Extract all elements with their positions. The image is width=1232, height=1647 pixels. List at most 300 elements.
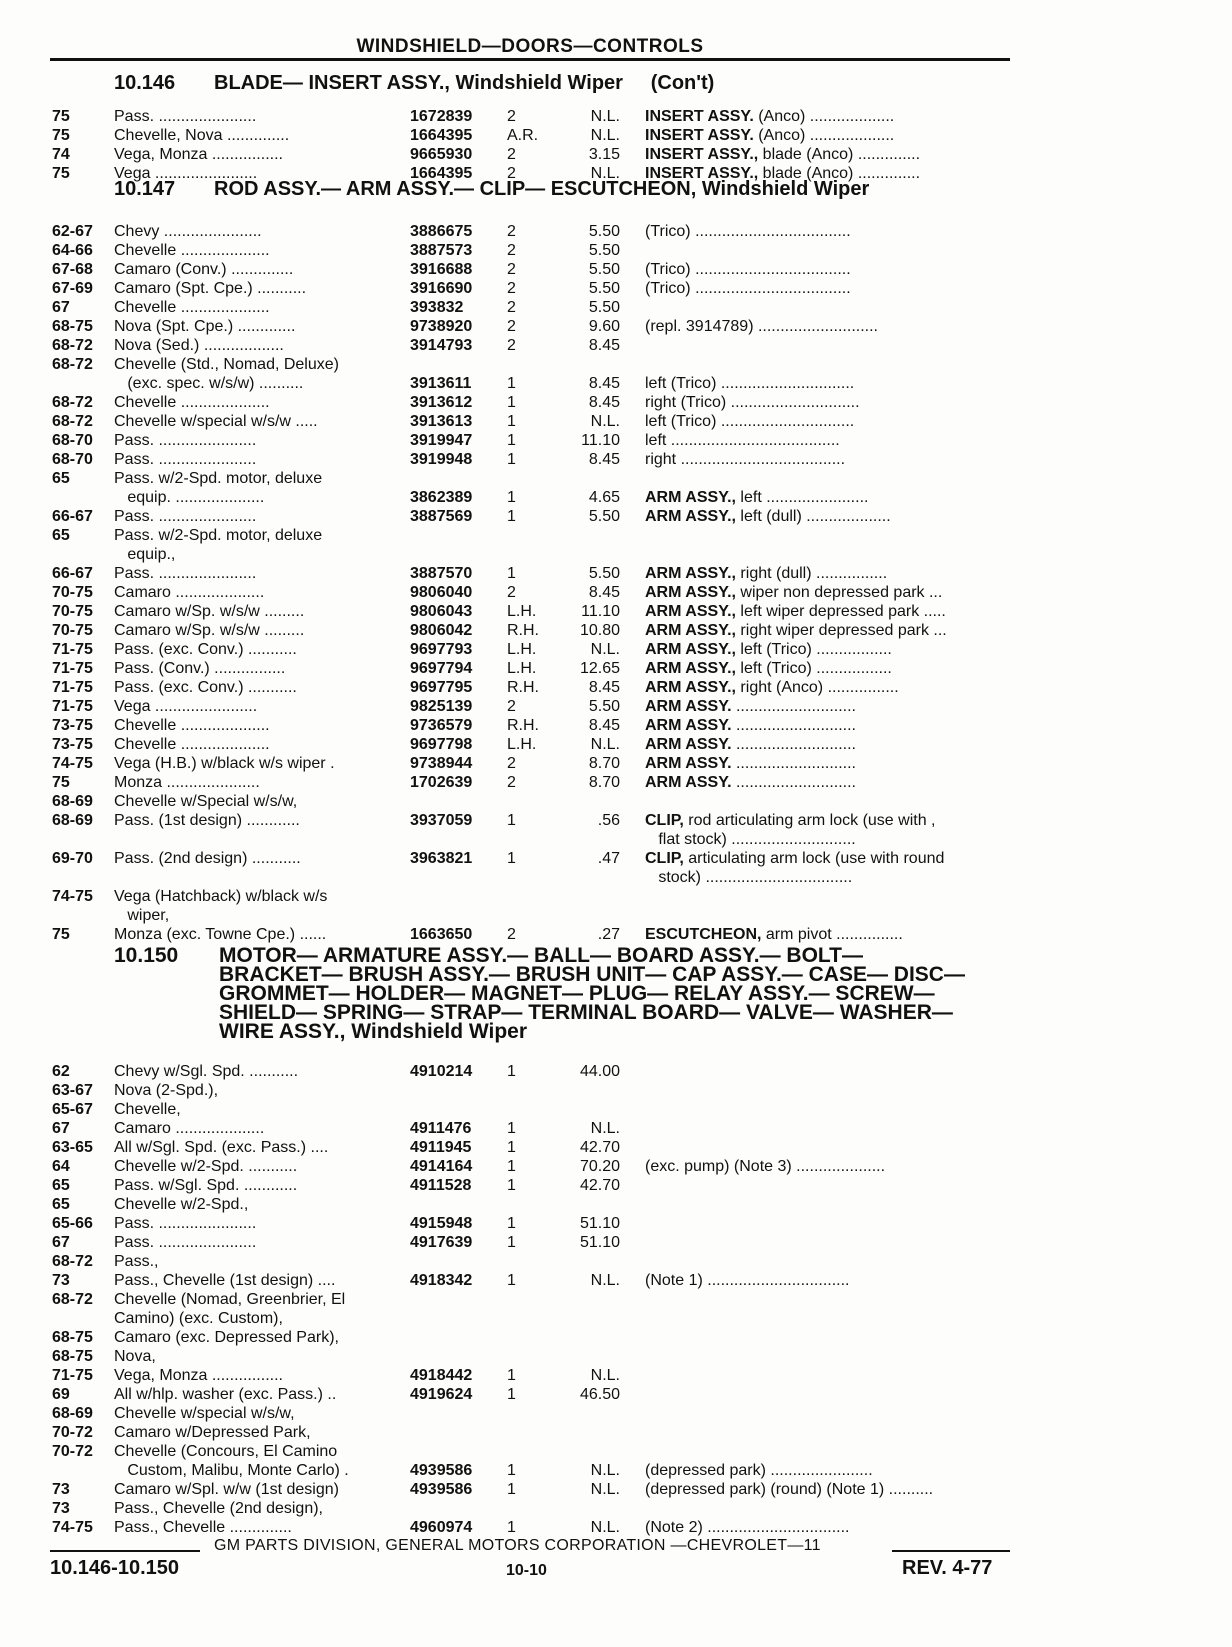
item-description	[645, 1157, 1005, 1176]
quantity: 1	[507, 1177, 516, 1194]
price: 8.45	[588, 451, 620, 468]
year-range: 73-75	[52, 717, 93, 734]
item-detail: (Anco) ...................	[753, 108, 895, 125]
year-range: 65	[52, 527, 70, 544]
page-header: WINDSHIELD—DOORS—CONTROLS	[356, 36, 704, 57]
year-range: 65-67	[52, 1101, 93, 1118]
model-description: Pass. ......................	[114, 432, 257, 449]
model-description: Camaro ....................	[114, 1120, 265, 1137]
price: 10.80	[579, 622, 620, 639]
footer-rule-left	[50, 1550, 200, 1552]
year-range: 74-75	[52, 888, 93, 905]
year-range: 69-70	[52, 850, 93, 867]
quantity: L.H.	[507, 660, 537, 677]
quantity: 2	[507, 755, 516, 772]
item-name: ARM ASSY.,	[645, 660, 736, 677]
price: N.L.	[590, 1272, 620, 1289]
part-number: 9806040	[410, 584, 473, 601]
model-description: Nova,	[114, 1348, 156, 1365]
model-description: Nova (2-Spd.),	[114, 1082, 219, 1099]
list-item	[0, 1366, 1232, 1385]
year-range: 71-75	[52, 660, 93, 677]
price: N.L.	[590, 165, 620, 182]
year-range: 67-68	[52, 261, 93, 278]
list-item	[0, 716, 1232, 735]
item-description	[645, 659, 1005, 678]
model-description: Vega, Monza ................	[114, 146, 283, 163]
list-item	[0, 1157, 1232, 1176]
item-description	[645, 222, 1005, 241]
quantity: 1	[507, 1139, 516, 1156]
item-detail: (depressed park) (round) (Note 1) ..........	[645, 1481, 934, 1498]
item-detail: right wiper depressed park ...	[735, 622, 947, 639]
item-name: ARM ASSY.,	[645, 679, 736, 696]
year-range: 68-70	[52, 432, 93, 449]
price: 8.45	[588, 394, 620, 411]
list-item	[0, 659, 1232, 678]
year-range: 74-75	[52, 1519, 93, 1536]
price: 46.50	[579, 1386, 620, 1403]
quantity: 2	[507, 242, 516, 259]
model-description: Chevy ......................	[114, 223, 262, 240]
item-name: ARM ASSY.	[645, 698, 732, 715]
heading-line: WIRE ASSY., Windshield Wiper	[219, 1020, 528, 1043]
year-range: 66-67	[52, 508, 93, 525]
year-range: 68-72	[52, 1291, 93, 1308]
model-description: Pass. w/2-Spd. motor, deluxe	[114, 527, 323, 544]
item-detail: left (Trico) .................	[735, 641, 892, 658]
list-item	[0, 545, 1232, 564]
year-range: 67	[52, 299, 70, 316]
item-description	[645, 1271, 1005, 1290]
price: 8.45	[588, 584, 620, 601]
footer-page-number: 10-10	[506, 1562, 547, 1579]
model-description: equip. ....................	[114, 489, 265, 506]
quantity: 1	[507, 1367, 516, 1384]
price: 5.50	[588, 280, 620, 297]
item-description	[645, 621, 1005, 640]
list-item	[0, 792, 1232, 811]
list-item	[0, 1100, 1232, 1119]
year-range: 71-75	[52, 641, 93, 658]
list-item	[0, 621, 1232, 640]
model-description: Pass., Chevelle ..............	[114, 1519, 292, 1536]
price: 4.65	[588, 489, 620, 506]
list-item	[0, 1062, 1232, 1081]
quantity: 2	[507, 108, 516, 125]
quantity: 1	[507, 1215, 516, 1232]
list-item	[0, 583, 1232, 602]
section-number: 10.146	[114, 72, 176, 94]
year-range: 68-75	[52, 1348, 93, 1365]
year-range: 68-72	[52, 1253, 93, 1270]
quantity: 1	[507, 489, 516, 506]
list-item	[0, 906, 1232, 925]
part-number: 1702639	[410, 774, 473, 791]
model-description: Pass. (Conv.) ................	[114, 660, 286, 677]
model-description: All w/Sgl. Spd. (exc. Pass.) ....	[114, 1139, 329, 1156]
list-item	[0, 107, 1232, 126]
item-name: INSERT ASSY.,	[645, 146, 759, 163]
list-item	[0, 754, 1232, 773]
item-detail: left (Trico) ..............................	[645, 413, 855, 430]
price: N.L.	[590, 108, 620, 125]
model-description: Camaro w/Depressed Park,	[114, 1424, 311, 1441]
price: 51.10	[579, 1215, 620, 1232]
model-description: Chevelle w/special w/s/w .....	[114, 413, 318, 430]
quantity: 2	[507, 223, 516, 240]
section-number: 10.147	[114, 178, 176, 200]
quantity: R.H.	[507, 717, 539, 734]
part-number: 1664395	[410, 127, 473, 144]
item-description	[645, 849, 1005, 868]
list-item	[0, 1233, 1232, 1252]
quantity: 2	[507, 261, 516, 278]
price: 8.45	[588, 337, 620, 354]
year-range: 70-72	[52, 1424, 93, 1441]
item-detail: left (Trico) ..............................	[645, 375, 855, 392]
item-description	[645, 317, 1005, 336]
quantity: 1	[507, 394, 516, 411]
price: N.L.	[590, 413, 620, 430]
list-item	[0, 431, 1232, 450]
model-description: Pass. (exc. Conv.) ...........	[114, 679, 297, 696]
list-item	[0, 469, 1232, 488]
model-description: equip.,	[114, 546, 176, 563]
item-name: ARM ASSY.,	[645, 489, 736, 506]
part-number: 3913612	[410, 394, 473, 411]
footer-rule-right	[892, 1550, 1010, 1552]
price: 5.50	[588, 242, 620, 259]
price: 5.50	[588, 698, 620, 715]
item-name: ARM ASSY.	[645, 717, 732, 734]
item-detail: blade (Anco) ..............	[758, 165, 921, 182]
list-item	[0, 1214, 1232, 1233]
item-detail: right .....................................	[645, 451, 846, 468]
quantity: R.H.	[507, 622, 539, 639]
part-number: 3916688	[410, 261, 473, 278]
price: N.L.	[590, 1367, 620, 1384]
price: 42.70	[579, 1177, 620, 1194]
year-range: 68-72	[52, 356, 93, 373]
price: 8.70	[588, 755, 620, 772]
part-number: 1663650	[410, 926, 473, 943]
item-description	[645, 431, 1005, 450]
year-range: 69	[52, 1386, 70, 1403]
list-item	[0, 126, 1232, 145]
quantity: 1	[507, 1272, 516, 1289]
year-range: 68-72	[52, 337, 93, 354]
part-number: 4918342	[410, 1272, 473, 1289]
year-range: 73	[52, 1500, 70, 1517]
list-item	[0, 1138, 1232, 1157]
item-name: ARM ASSY.	[645, 736, 732, 753]
price: N.L.	[590, 127, 620, 144]
price: N.L.	[590, 1462, 620, 1479]
model-description: Nova (Spt. Cpe.) .............	[114, 318, 296, 335]
list-item	[0, 1328, 1232, 1347]
item-detail: ...........................	[731, 736, 856, 753]
part-number: 4915948	[410, 1215, 473, 1232]
item-detail: blade (Anco) ..............	[758, 146, 921, 163]
item-detail: ...........................	[731, 698, 856, 715]
year-range: 67	[52, 1120, 70, 1137]
year-range: 68-75	[52, 1329, 93, 1346]
item-name: CLIP,	[645, 850, 684, 867]
price: 11.10	[581, 603, 620, 620]
heading-line: BRACKET— BRUSH ASSY.— BRUSH UNIT— CAP ASSY.— CASE— DISC—	[219, 963, 965, 986]
price: N.L.	[590, 1481, 620, 1498]
quantity: 1	[507, 565, 516, 582]
quantity: 1	[507, 1158, 516, 1175]
year-range: 65	[52, 1196, 70, 1213]
list-item	[0, 298, 1232, 317]
price: 5.50	[588, 565, 620, 582]
part-number: 9825139	[410, 698, 473, 715]
item-description	[645, 564, 1005, 583]
list-item	[0, 1119, 1232, 1138]
model-description: All w/hlp. washer (exc. Pass.) ..	[114, 1386, 337, 1403]
quantity: 2	[507, 318, 516, 335]
item-detail: ...........................	[731, 755, 856, 772]
part-number: 9697795	[410, 679, 473, 696]
item-description	[645, 107, 1005, 126]
part-number: 3919948	[410, 451, 473, 468]
list-item	[0, 849, 1232, 868]
model-description: Chevy w/Sgl. Spd. ...........	[114, 1063, 299, 1080]
quantity: 1	[507, 850, 516, 867]
list-item	[0, 507, 1232, 526]
footer-revision: REV. 4-77	[902, 1557, 993, 1579]
year-range: 63-65	[52, 1139, 93, 1156]
year-range: 68-69	[52, 1405, 93, 1422]
price: 5.50	[588, 299, 620, 316]
item-detail: right (Anco) ................	[735, 679, 899, 696]
list-item	[0, 145, 1232, 164]
list-item	[0, 374, 1232, 393]
price: 8.45	[588, 375, 620, 392]
model-description: Camaro (Spt. Cpe.) ...........	[114, 280, 307, 297]
item-description	[645, 925, 1005, 944]
model-description: Pass. w/2-Spd. motor, deluxe	[114, 470, 323, 487]
price: 3.15	[588, 146, 620, 163]
item-name: ARM ASSY.	[645, 774, 732, 791]
year-range: 67-69	[52, 280, 93, 297]
model-description: Monza .....................	[114, 774, 260, 791]
list-item	[0, 1252, 1232, 1271]
item-detail: (Note 2) ................................	[645, 1519, 850, 1536]
part-number: 3862389	[410, 489, 473, 506]
price: 8.45	[588, 679, 620, 696]
model-description: (exc. spec. w/s/w) ..........	[114, 375, 304, 392]
model-description: Camaro (Conv.) ..............	[114, 261, 294, 278]
list-item	[0, 602, 1232, 621]
model-description: Pass. ......................	[114, 1215, 257, 1232]
item-description	[645, 412, 1005, 431]
heading-line: MOTOR— ARMATURE ASSY.— BALL— BOARD ASSY.— BOLT—	[219, 944, 864, 967]
item-detail: flat stock) ............................	[645, 831, 856, 848]
year-range: 75	[52, 127, 70, 144]
item-detail: left ......................................	[645, 432, 840, 449]
item-detail: ...........................	[731, 774, 856, 791]
quantity: A.R.	[507, 127, 539, 144]
year-range: 68-69	[52, 793, 93, 810]
part-number: 4910214	[410, 1063, 473, 1080]
model-description: Vega (H.B.) w/black w/s wiper .	[114, 755, 335, 772]
section-heading	[219, 946, 1119, 1041]
item-name: ARM ASSY.,	[645, 565, 736, 582]
item-detail: right (Trico) .............................	[645, 394, 860, 411]
year-range: 65	[52, 470, 70, 487]
item-description	[645, 1518, 1005, 1537]
item-description	[645, 260, 1005, 279]
part-number: 4914164	[410, 1158, 473, 1175]
model-description: Pass. (exc. Conv.) ...........	[114, 641, 297, 658]
quantity: 2	[507, 926, 516, 943]
item-description	[645, 279, 1005, 298]
year-range: 70-75	[52, 622, 93, 639]
list-item	[0, 697, 1232, 716]
model-description: Pass., Chevelle (1st design) ....	[114, 1272, 336, 1289]
list-item	[0, 164, 1232, 183]
list-item	[0, 1461, 1232, 1480]
price: 70.20	[579, 1158, 620, 1175]
item-name: ARM ASSY.,	[645, 603, 736, 620]
list-item	[0, 735, 1232, 754]
item-name: ARM ASSY.,	[645, 584, 736, 601]
model-description: Camaro w/Sp. w/s/w .........	[114, 622, 305, 639]
item-name: CLIP,	[645, 812, 684, 829]
list-item	[0, 450, 1232, 469]
item-detail: wiper non depressed park ...	[735, 584, 943, 601]
price: 42.70	[579, 1139, 620, 1156]
quantity: 2	[507, 280, 516, 297]
list-item	[0, 925, 1232, 944]
model-description: Pass. ......................	[114, 108, 257, 125]
model-description: Pass. ......................	[114, 1234, 257, 1251]
section-number: 10.150	[114, 944, 179, 967]
part-number: 4919624	[410, 1386, 473, 1403]
price: 51.10	[579, 1234, 620, 1251]
list-item	[0, 868, 1232, 887]
model-description: Chevelle w/2-Spd.,	[114, 1196, 249, 1213]
year-range: 62-67	[52, 223, 93, 240]
part-number: 393832	[410, 299, 464, 316]
item-description	[645, 602, 1005, 621]
part-number: 4917639	[410, 1234, 473, 1251]
quantity: 1	[507, 508, 516, 525]
item-detail: (exc. pump) (Note 3) ....................	[645, 1158, 886, 1175]
part-number: 3937059	[410, 812, 473, 829]
model-description: Chevelle ....................	[114, 736, 270, 753]
part-number: 9697793	[410, 641, 473, 658]
list-item	[0, 1309, 1232, 1328]
price: .47	[597, 850, 620, 867]
model-description: Vega (Hatchback) w/black w/s	[114, 888, 328, 905]
part-number: 4939586	[410, 1481, 473, 1498]
year-range: 66-67	[52, 565, 93, 582]
model-description: Pass. (2nd design) ...........	[114, 850, 301, 867]
item-description	[645, 868, 1005, 887]
item-detail: ...........................	[731, 717, 856, 734]
list-item	[0, 1480, 1232, 1499]
list-item	[0, 260, 1232, 279]
year-range: 68-72	[52, 413, 93, 430]
quantity: 2	[507, 299, 516, 316]
year-range: 75	[52, 774, 70, 791]
item-description	[645, 678, 1005, 697]
part-number: 3887570	[410, 565, 473, 582]
item-name: ARM ASSY.,	[645, 641, 736, 658]
quantity: 1	[507, 1234, 516, 1251]
part-number: 4960974	[410, 1519, 473, 1536]
list-item	[0, 317, 1232, 336]
model-description: Chevelle (Std., Nomad, Deluxe)	[114, 356, 339, 373]
model-description: wiper,	[114, 907, 170, 924]
part-number: 9806043	[410, 603, 473, 620]
list-item	[0, 279, 1232, 298]
model-description: Chevelle (Concours, El Camino	[114, 1443, 338, 1460]
part-number: 4939586	[410, 1462, 473, 1479]
year-range: 73	[52, 1272, 70, 1289]
model-description: Camaro w/Sp. w/s/w .........	[114, 603, 305, 620]
list-item	[0, 1195, 1232, 1214]
year-range: 68-75	[52, 318, 93, 335]
item-name: INSERT ASSY.,	[645, 165, 759, 182]
model-description: Chevelle ....................	[114, 394, 270, 411]
quantity: 1	[507, 1386, 516, 1403]
item-detail: arm pivot ...............	[761, 926, 903, 943]
quantity: 1	[507, 1519, 516, 1536]
part-number: 4918442	[410, 1367, 473, 1384]
list-item	[0, 830, 1232, 849]
year-range: 71-75	[52, 679, 93, 696]
item-description	[645, 488, 1005, 507]
part-number: 9665930	[410, 146, 473, 163]
list-item	[0, 393, 1232, 412]
year-range: 74-75	[52, 755, 93, 772]
price: 5.50	[588, 223, 620, 240]
item-detail: (Trico) ...................................	[645, 223, 851, 240]
item-description	[645, 583, 1005, 602]
part-number: 3919947	[410, 432, 473, 449]
year-range: 68-70	[52, 451, 93, 468]
model-description: Chevelle w/2-Spd. ...........	[114, 1158, 298, 1175]
item-description	[645, 716, 1005, 735]
list-item	[0, 1290, 1232, 1309]
item-description	[645, 507, 1005, 526]
year-range: 75	[52, 926, 70, 943]
list-item	[0, 887, 1232, 906]
quantity: 1	[507, 413, 516, 430]
model-description: Camaro w/Spl. w/w (1st design)	[114, 1481, 339, 1498]
item-detail: (Anco) ...................	[753, 127, 895, 144]
part-number: 3913613	[410, 413, 473, 430]
quantity: 2	[507, 337, 516, 354]
year-range: 68-72	[52, 394, 93, 411]
model-description: Chevelle ....................	[114, 299, 270, 316]
item-description	[645, 164, 1005, 183]
model-description: Chevelle w/Special w/s/w,	[114, 793, 298, 810]
year-range: 65	[52, 1177, 70, 1194]
year-range: 65-66	[52, 1215, 93, 1232]
list-item	[0, 526, 1232, 545]
quantity: 1	[507, 451, 516, 468]
model-description: Chevelle, Nova ..............	[114, 127, 290, 144]
item-detail: (Trico) ...................................	[645, 261, 851, 278]
item-name: ESCUTCHEON,	[645, 926, 762, 943]
part-number: 3887573	[410, 242, 473, 259]
